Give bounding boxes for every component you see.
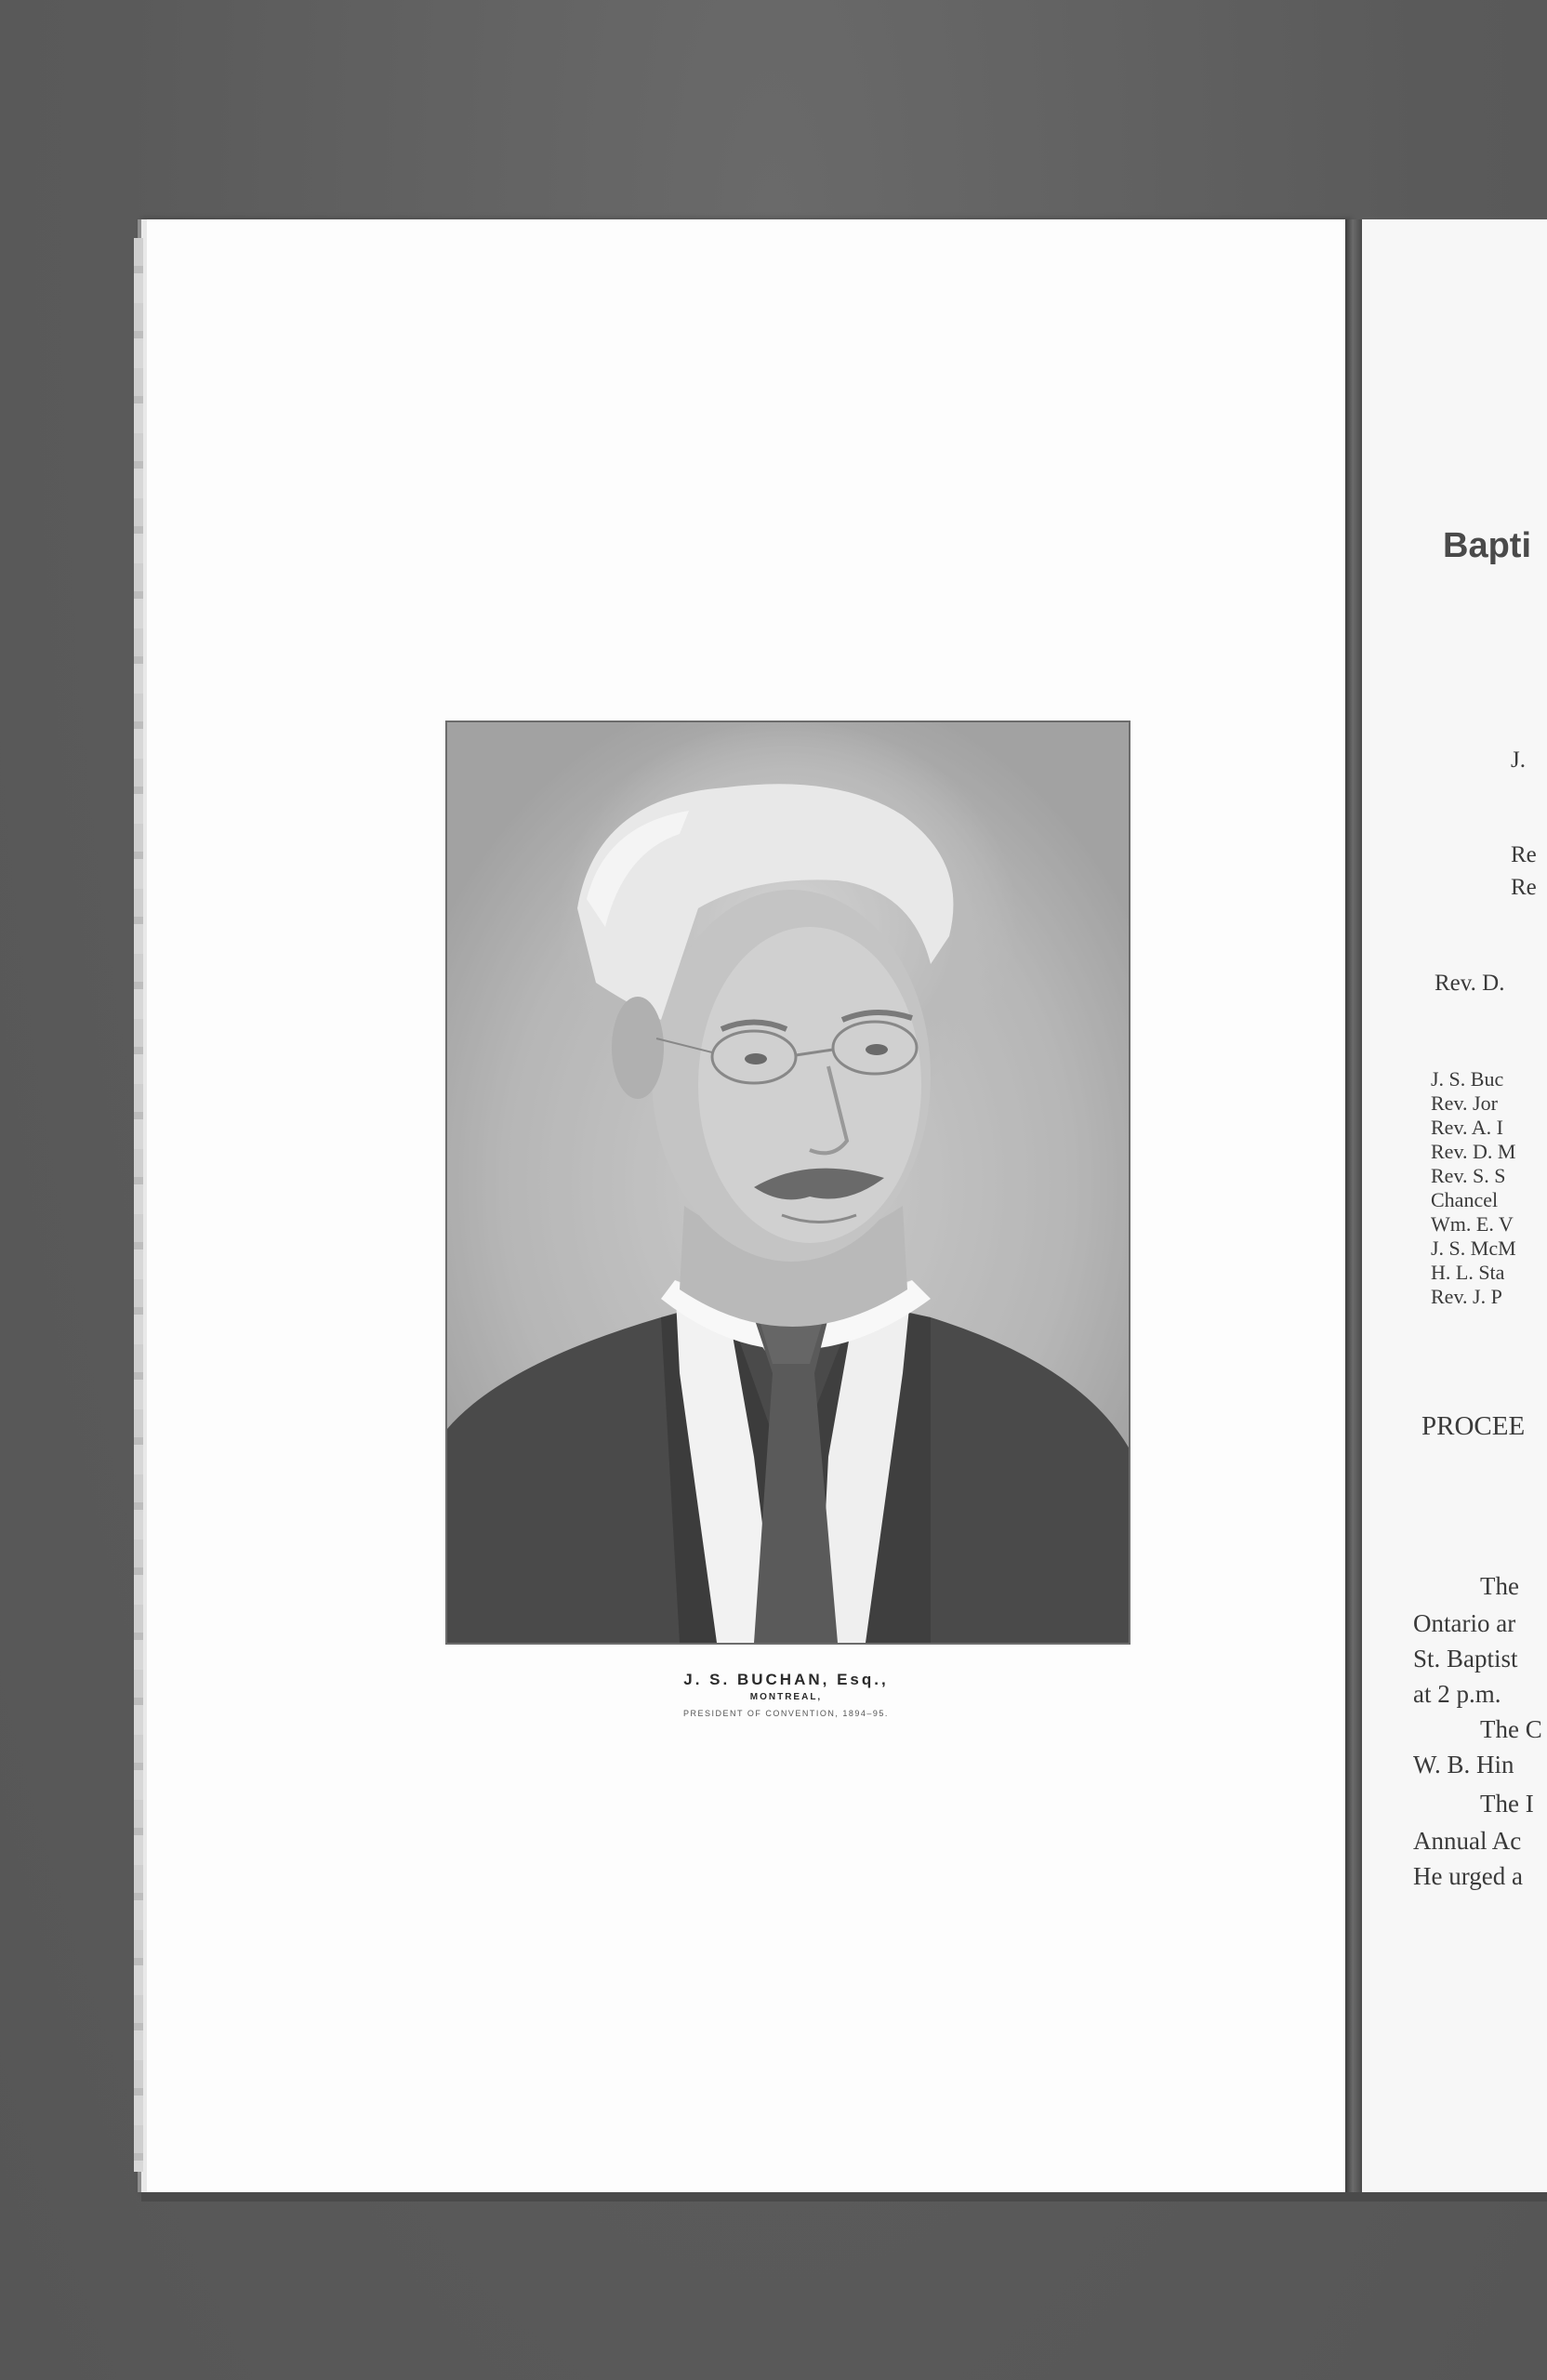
body-line: The C [1480,1715,1542,1743]
committee-line: Rev. D. M [1431,1140,1516,1163]
right-page-heading: Bapti [1443,526,1531,565]
officer-line: Re [1511,875,1537,900]
body-line: St. Baptist [1413,1645,1518,1673]
body-line: He urged a [1413,1862,1523,1890]
portrait-caption-role: PRESIDENT OF CONVENTION, 1894–95. [683,1709,889,1718]
committee-line: Wm. E. V [1431,1212,1514,1236]
body-line: W. B. Hin [1413,1751,1514,1778]
committee-line: H. L. Sta [1431,1261,1505,1284]
portrait-photograph [445,721,1130,1645]
committee-line: Chancel [1431,1188,1499,1211]
section-title: PROCEE [1421,1411,1526,1441]
committee-line: Rev. S. S [1431,1164,1506,1187]
committee-line: Rev. A. I [1431,1116,1504,1139]
body-line: Annual Ac [1413,1827,1522,1855]
portrait-caption-name: J. S. BUCHAN, Esq., [683,1671,889,1688]
page-bottom-shadow [141,2192,1547,2202]
right-page [1362,219,1547,2192]
officer-line: J. [1511,747,1526,773]
body-line: The I [1480,1790,1534,1818]
committee-line: J. S. McM [1431,1236,1516,1260]
page-edge [134,238,143,2172]
committee-line: J. S. Buc [1431,1067,1504,1091]
committee-line: Rev. J. P [1431,1285,1502,1308]
officer-line: Rev. D. [1435,971,1505,996]
body-line: The [1480,1572,1519,1600]
officer-line: Re [1511,842,1537,867]
book-gutter [1345,219,1362,2192]
body-line: at 2 p.m. [1413,1680,1501,1708]
body-line: Ontario ar [1413,1609,1516,1637]
committee-line: Rev. Jor [1431,1091,1498,1115]
portrait-caption-place: MONTREAL, [749,1692,823,1702]
